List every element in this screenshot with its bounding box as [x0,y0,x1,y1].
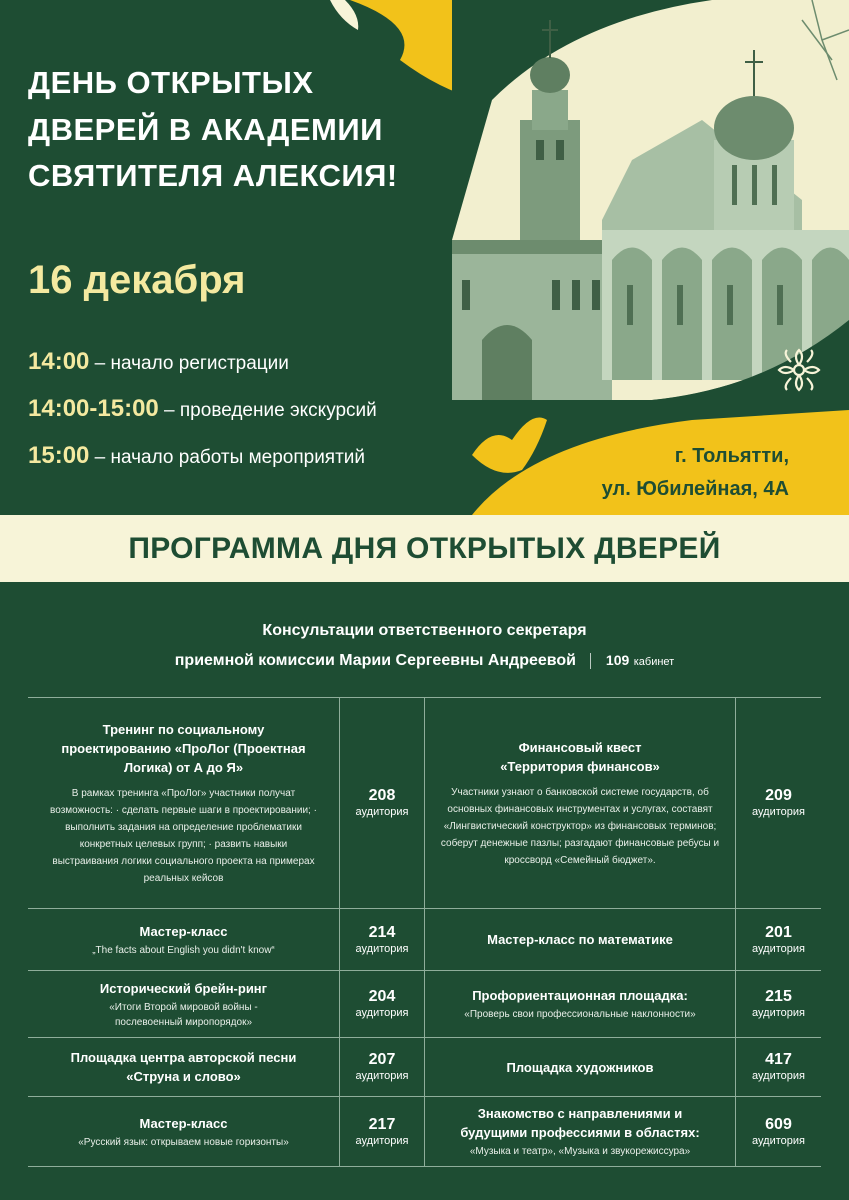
room-cell [340,909,425,970]
event-title: Знакомство с направлениями и будущими профессиями в областях: [460,1106,700,1140]
consult-line-1: Консультации ответственного секретаря [262,622,587,639]
event-title: Площадка центра авторской песни «Струна и слово» [70,1050,297,1084]
schedule-desc: – начало работы мероприятий [89,447,366,468]
event-cell [28,909,340,970]
table-row [28,1037,821,1096]
event-title: Площадка художников [506,1059,654,1075]
room-label: аудитория [355,1007,409,1019]
event-subtitle: «Итоги Второй мировой войны - послевоенный миропорядок» [109,1001,258,1028]
event-cell [28,971,340,1037]
event-title: Исторический брейн-ринг [99,980,268,996]
event-cell [425,698,736,908]
room-label: аудитория [355,942,409,955]
event-description: Участники узнают о банковской системе государств, об основных финансовых инструментах и услугах, составят «Лингвистический конструктор» из финансовых терминов; соберут денежные пазлы; разгадают финансовые ребусы и кроссворд «Семейный бюджет». [440,786,720,866]
table-row [28,908,821,970]
address-city: г. Тольятти, [674,445,789,467]
room-number: 217 [368,1115,396,1133]
room-cell [736,698,821,908]
room-cell [736,1038,821,1096]
event-title: Тренинг по социальному проектированию «ПроЛог (Проектная Логика) от А до Я» [61,721,306,775]
room-label: аудитория [752,1007,805,1019]
consult-room-number: 109 [605,652,630,668]
event-subtitle: „The facts about English you didn't know“ [92,944,275,956]
room-number: 204 [368,988,396,1005]
title-line: ДЕНЬ ОТКРЫТЫХ [28,65,314,100]
event-cell [28,1038,340,1096]
event-cell [425,1097,736,1166]
schedule-desc: – начало регистрации [89,353,289,374]
room-label: аудитория [355,1070,409,1082]
room-number: 417 [765,1051,792,1068]
address [602,440,789,506]
event-title: Профориентационная площадка: [472,988,688,1003]
room-label: аудитория [752,1070,805,1082]
event-description: В рамках тренинга «ПроЛог» участники получат возможность: · сделать первые шаги в проектировании; · выполнить задания на определение проблематики конкретных целевых групп; · развить навыки выстраивания логики социального проекта на примерах реальных кейсов [50,787,317,884]
consult-room-label: кабинет [633,656,675,668]
event-cell [425,971,736,1037]
academy-logo-icon [769,340,829,400]
title-line: СВЯТИТЕЛЯ АЛЕКСИЯ! [28,158,398,193]
event-subtitle: «Музыка и театр», «Музыка и звукорежиссура» [469,1146,691,1157]
program-banner [0,515,849,582]
table-row [28,697,821,908]
room-number: 214 [368,923,396,941]
room-number: 201 [765,923,792,941]
event-subtitle: «Проверь свои профессиональные наклонности» [464,1009,696,1020]
consult-line-2 [0,652,849,670]
room-cell [340,1038,425,1096]
room-cell [736,909,821,970]
room-cell [736,1097,821,1166]
room-number: 209 [765,787,792,804]
event-title: Финансовый квест «Территория финансов» [500,739,660,774]
room-cell [736,971,821,1037]
church-photo [452,0,849,515]
event-title: Мастер-класс [139,1115,228,1131]
schedule [28,348,377,489]
schedule-time: 15:00 [28,442,90,469]
room-label: аудитория [752,806,805,818]
room-number: 215 [765,988,792,1005]
room-number: 208 [368,787,396,804]
church-illustration [452,0,849,515]
consultation-info [0,622,849,670]
room-number: 207 [368,1051,396,1068]
schedule-desc: – проведение экскурсий [158,400,377,421]
event-cell [425,1038,736,1096]
schedule-row [28,442,377,489]
event-date: 16 декабря [28,258,246,302]
program-title: ПРОГРАММА ДНЯ ОТКРЫТЫХ ДВЕРЕЙ [128,531,721,565]
event-subtitle: «Русский язык: открываем новые горизонты» [78,1136,289,1148]
program-table [28,697,821,1167]
schedule-time: 14:00 [28,348,90,375]
consult-name: приемной комиссии Марии Сергеевны Андреевой [174,652,577,669]
table-row [28,970,821,1037]
event-title: Мастер-класс по математике [487,932,673,947]
event-cell [28,1097,340,1166]
address-street: ул. Юбилейная, 4А [601,478,789,500]
hero-section [0,0,849,515]
room-label: аудитория [752,942,805,955]
schedule-time: 14:00-15:00 [28,395,159,422]
table-row [28,1096,821,1167]
event-cell [425,909,736,970]
room-label: аудитория [355,1134,409,1147]
separator [590,653,591,669]
schedule-row [28,395,377,442]
event-title: Мастер-класс [139,923,228,939]
event-cell [28,698,340,908]
room-label: аудитория [355,806,409,818]
schedule-row [28,348,377,395]
title-line: ДВЕРЕЙ В АКАДЕМИИ [28,111,383,147]
room-cell [340,971,425,1037]
room-cell [340,1097,425,1166]
event-title [28,60,448,200]
room-number: 609 [765,1115,792,1133]
room-label: аудитория [752,1134,805,1147]
room-cell [340,698,425,908]
